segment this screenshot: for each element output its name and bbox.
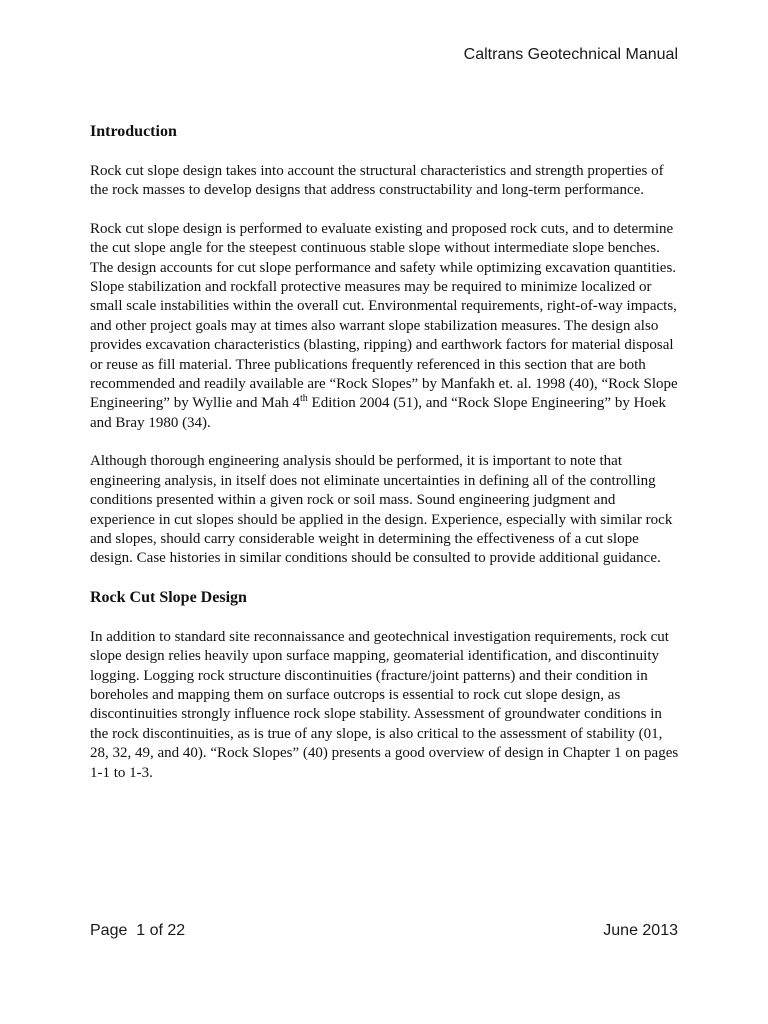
publication-date: June 2013 — [603, 922, 678, 939]
intro-paragraph-2 — [90, 220, 680, 433]
page-number: Page 1 of 22 — [90, 922, 186, 939]
intro-paragraph-2-text-b: Edition 2004 (51), and “Rock Slope Engineering” by Hoek and Bray 1980 (34). — [90, 395, 667, 431]
manual-title: Caltrans Geotechnical Manual — [463, 46, 678, 63]
page-header — [464, 46, 678, 64]
ordinal-superscript: th — [300, 393, 308, 405]
section-heading-rock-cut-slope-design: Rock Cut Slope Design — [90, 588, 247, 606]
intro-paragraph-2-text-a: Rock cut slope design is performed to evaluate existing and proposed rock cuts, and to determine the cut slope angle for the steepest continuous stable slope without intermediate slope benches. The design accounts for cut slope performance and safety while optimizing excavation quantities. Slope stabilization and rockfall protective measures may be required to minimize localized or small scale instabilities within the overall cut. Environmental requirements, right-of-way impacts, and other project goals may at times also warrant slope stabilization measures. The design also provides excavation characteristics (blasting, ripping) and earthwork factors for material disposal or reuse as fill material. Three publications frequently referenced in this section that are both recommended and readily available are “Rock Slopes” by Manfakh et. al. 1998 (40), “Rock Slope Engineering” by Wyllie and Mah 4 — [90, 220, 678, 412]
section-heading-introduction: Introduction — [90, 123, 177, 140]
document-body — [90, 122, 680, 783]
page-footer — [90, 922, 678, 940]
intro-paragraph-1: Rock cut slope design takes into account the structural characteristics and strength properties of the rock masses to develop designs that address constructability and long-term performance. — [90, 163, 664, 199]
design-paragraph-1: In addition to standard site reconnaissance and geotechnical investigation requirements, rock cut slope design relies heavily upon surface mapping, geomaterial identification, and discontinuity logging. Logging rock structure discontinuities (fracture/joint patterns) and their condition in boreholes and mapping them on surface outcrops is essential to rock cut slope design, as discontinuities strongly influence rock slope stability. Assessment of groundwater conditions in the rock discontinuities, as is true of any slope, is also critical to the assessment of stability (01, 28, 32, 49, and 40). “Rock Slopes” (40) presents a good overview of design in Chapter 1 on pages 1-1 to 1-3. — [90, 628, 679, 781]
intro-paragraph-3: Although thorough engineering analysis should be performed, it is important to note that engineering analysis, in itself does not eliminate uncertainties in defining all of the controlling conditions presented within a given rock or soil mass. Sound engineering judgment and experience in cut slopes should be applied in the design. Experience, especially with similar rock and slopes, should carry considerable weight in determining the effectiveness of a cut slope design. Case histories in similar conditions should be consulted to provide additional guidance. — [90, 453, 673, 567]
